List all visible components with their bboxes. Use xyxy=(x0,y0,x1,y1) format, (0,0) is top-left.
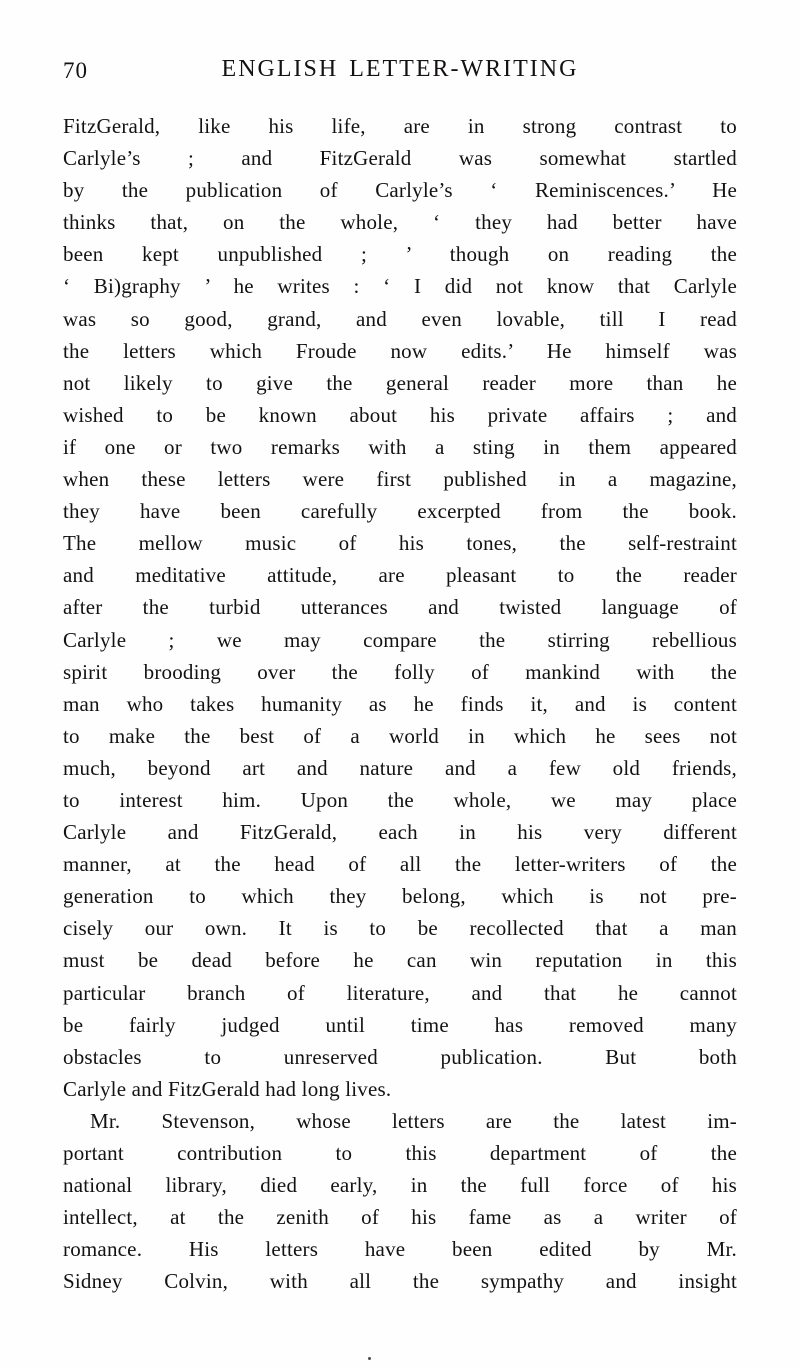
text-line: by the publication of Carlyle’s ‘ Reminiscences.’ He xyxy=(63,178,737,203)
text-line: obstacles to unreserved publication. But both xyxy=(63,1044,737,1069)
text-line: romance. His letters have been edited by Mr. xyxy=(63,1237,737,1262)
paragraph-1 xyxy=(63,110,737,1105)
text-line: they have been carefully excerpted from the book. xyxy=(63,499,737,524)
text-line: was so good, grand, and even lovable, till I read xyxy=(63,306,737,331)
text-line: Sidney Colvin, with all the sympathy and insight xyxy=(63,1269,737,1294)
text-line: much, beyond art and nature and a few old friends, xyxy=(63,755,737,780)
text-line: thinks that, on the whole, ‘ they had better have xyxy=(63,210,737,235)
text-line: been kept unpublished ; ’ though on reading the xyxy=(63,242,737,267)
text-line: cisely our own. It is to be recollected that a man xyxy=(63,916,737,941)
text-line: manner, at the head of all the letter-writers of the xyxy=(63,852,737,877)
page-number: 70 xyxy=(63,58,88,83)
text-line: Carlyle and FitzGerald, each in his very different xyxy=(63,820,737,845)
text-line: if one or two remarks with a sting in them appeared xyxy=(63,434,737,459)
text-line: to make the best of a world in which he sees not xyxy=(63,723,737,748)
text-line: wished to be known about his private affairs ; and xyxy=(63,402,737,427)
scan-artifact-speck xyxy=(368,1357,371,1360)
text-line: spirit brooding over the folly of mankind with the xyxy=(63,659,737,684)
text-line: to interest him. Upon the whole, we may place xyxy=(63,787,737,812)
text-line: portant contribution to this department of the xyxy=(63,1141,737,1165)
running-title: ENGLISH LETTER-WRITING xyxy=(221,56,579,82)
text-line: particular branch of literature, and that he cannot xyxy=(63,980,737,1005)
text-line: intellect, at the zenith of his fame as a writer of xyxy=(63,1205,737,1230)
paragraph-2 xyxy=(63,1105,737,1298)
text-line: be fairly judged until time has removed many xyxy=(63,1012,737,1037)
text-line: after the turbid utterances and twisted language of xyxy=(63,595,737,620)
text-line: and meditative attitude, are pleasant to the reader xyxy=(63,563,737,588)
text-line: the letters which Froude now edits.’ He himself was xyxy=(63,338,737,363)
text-line: The mellow music of his tones, the self-restraint xyxy=(63,531,737,556)
text-line: not likely to give the general reader more than he xyxy=(63,370,737,395)
text-line: Carlyle’s ; and FitzGerald was somewhat startled xyxy=(63,146,737,171)
text-line: national library, died early, in the full force of his xyxy=(63,1173,737,1198)
page-body xyxy=(63,110,737,1297)
text-line: Mr. Stevenson, whose letters are the latest im- xyxy=(90,1108,737,1133)
text-line: when these letters were first published in a magazine, xyxy=(63,467,737,492)
text-line: ‘ Bi)graphy ’ he writes : ‘ I did not know that Carlyle xyxy=(63,274,737,299)
text-line: generation to which they belong, which is not pre- xyxy=(63,884,737,909)
text-line: Carlyle and FitzGerald had long lives. xyxy=(63,1076,392,1101)
page-header xyxy=(63,56,737,90)
text-line: FitzGerald, like his life, are in strong contrast to xyxy=(63,114,737,138)
text-line: Carlyle ; we may compare the stirring rebellious xyxy=(63,627,737,652)
text-line: must be dead before he can win reputation in this xyxy=(63,948,737,973)
text-line: man who takes humanity as he finds it, and is content xyxy=(63,691,737,716)
